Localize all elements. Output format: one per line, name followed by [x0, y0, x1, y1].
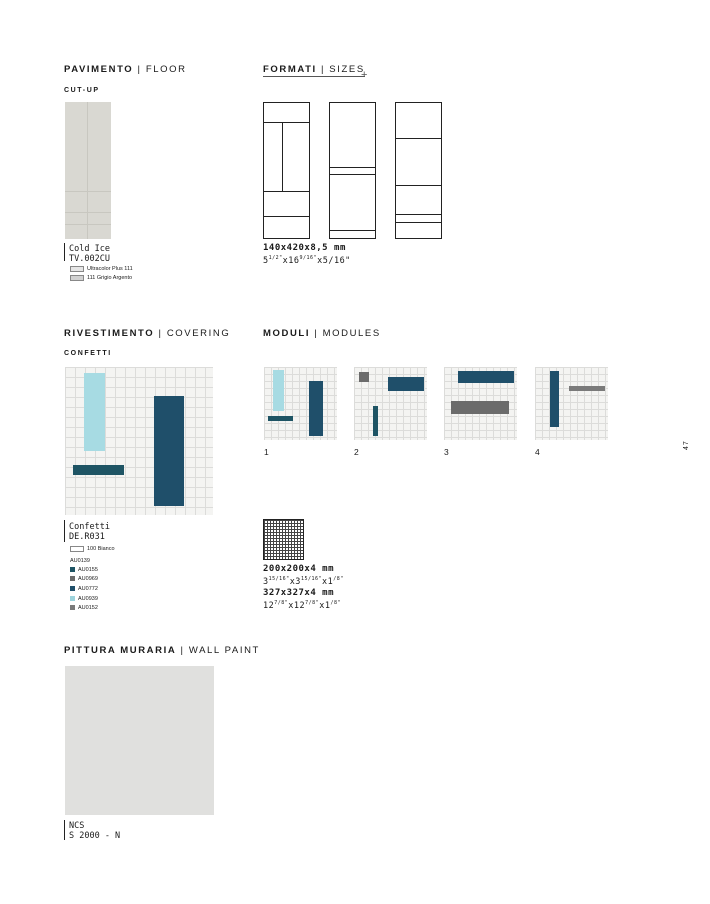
cut-diagram-3 [395, 102, 442, 239]
size-inches: $5^{1/2"}x16^{9/16"}x5/16$" [263, 255, 351, 266]
floor-subtitle: CUT-UP [64, 87, 100, 94]
module-3-number: 3 [444, 447, 449, 457]
module-size-1-mm: 200x200x4 mm [263, 564, 335, 574]
sizes-heading: FORMATI | SIZES [263, 64, 365, 75]
covering-grout: 100 Bianco [70, 545, 115, 554]
color-chip-5: AU0939 [70, 595, 98, 604]
covering-product-name: Confetti [69, 522, 110, 532]
module-size-2-inches: $12^{7/8"}x12^{7/8"}x1^{/8"}$ [263, 600, 341, 611]
floor-tile-image [65, 102, 111, 239]
floor-grout-1: Ultracolor Plus 111 [70, 265, 133, 274]
module-4-number: 4 [535, 447, 540, 457]
mosaic-dark-strip-vertical [154, 396, 184, 506]
sizes-rule [263, 76, 365, 77]
covering-product-code: DE.R031 [69, 532, 105, 542]
color-chip-2: AU0155 [70, 566, 98, 575]
module-size-2-mm: 327x327x4 mm [263, 588, 335, 598]
module-3-image [444, 367, 517, 440]
color-chip-1: AU0139 [70, 558, 90, 564]
floor-grout-2: 111 Grigio Argento [70, 274, 132, 283]
wall-paint-swatch [65, 666, 214, 815]
sheet-grid-icon [263, 519, 304, 560]
mosaic-dark-strip-horizontal [73, 465, 124, 475]
floor-product-name: Cold Ice [69, 244, 110, 254]
module-2-image [354, 367, 427, 440]
cut-diagram-1 [263, 102, 310, 239]
size-mm: 140x420x8,5 mm [263, 243, 346, 253]
module-2-number: 2 [354, 447, 359, 457]
floor-product-code: TV.002CU [69, 254, 110, 264]
plus-icon: + [361, 69, 368, 81]
module-size-1-inches: $3^{15/16"}x3^{15/16"}x1^{/8"}$ [263, 576, 344, 587]
ncs-code: S 2000 - N [69, 831, 121, 841]
color-chip-6: AU0152 [70, 604, 98, 613]
covering-subtitle: CONFETTI [64, 350, 112, 357]
module-1-image [264, 367, 337, 440]
color-chip-4: AU0772 [70, 585, 98, 594]
wall-paint-heading: PITTURA MURARIA | WALL PAINT [64, 645, 260, 656]
modules-heading: MODULI | MODULES [263, 328, 381, 339]
floor-heading: PAVIMENTO | FLOOR [64, 64, 187, 75]
mosaic-light-blue-strip [84, 373, 105, 451]
covering-heading: RIVESTIMENTO | COVERING [64, 328, 231, 339]
color-chip-3: AU0969 [70, 575, 98, 584]
page-number: 47 [683, 440, 690, 450]
module-4-image [535, 367, 608, 440]
module-1-number: 1 [264, 447, 269, 457]
ncs-label: NCS [69, 821, 85, 831]
confetti-mosaic [65, 367, 213, 515]
cut-diagram-2 [329, 102, 376, 239]
